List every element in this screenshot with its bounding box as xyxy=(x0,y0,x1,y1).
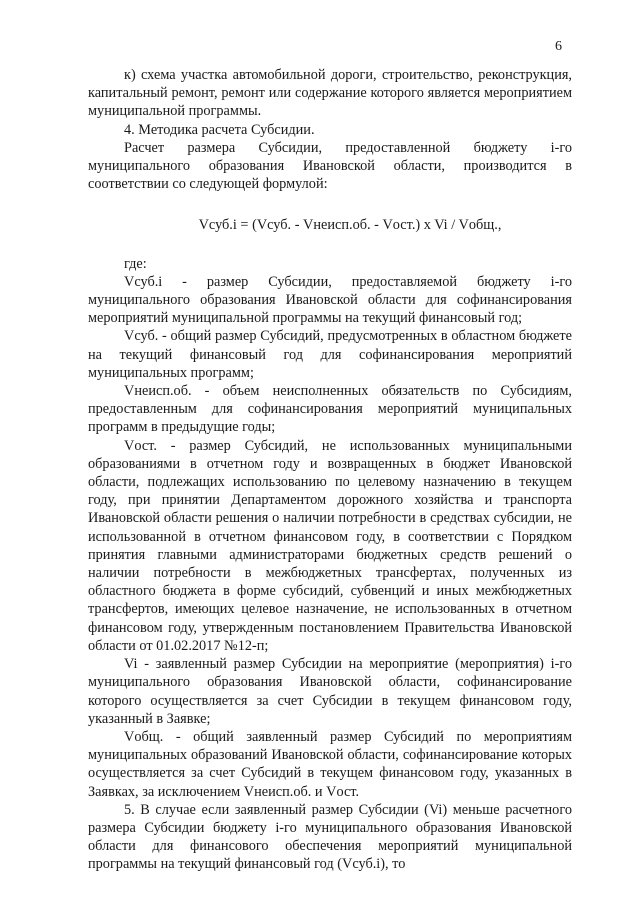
definition-vneisp: Vнеисп.об. - объем неисполненных обязательств по Субсидиям, предоставленным для софинансирования мероприятий муниципальных программ в предыдущие годы; xyxy=(88,383,572,436)
section-heading-methodology: 4. Методика расчета Субсидии. xyxy=(124,121,315,138)
definition-vsub: Vсуб. - общий размер Субсидий, предусмотренных в областном бюджете на текущий финансовый год для софинансирования мероприятий муниципальных программ; xyxy=(88,328,572,381)
definition-vost: Vост. - размер Субсидий, не использованных муниципальными образованиями в отчетном году и возвращенных в бюджет Ивановской области, подлежащих использованию по целевому назначению в текущем году, при принятии Департаментом дорожного хозяйства и транспорта Ивановской области решения о наличии потребности в средствах субсидии, не использованной в отчетном финансовом году, в соответствии с Порядком принятия главными администраторами бюджетных средств решений о наличии потребности в межбюджетных трансфертах, полученных из областного бюджета в форме субсидий, субвенций и иных межбюджетных трансфертов, имеющих целевое назначение, не использованных в отчетном финансовом году, утвержденным постановлением Правительства Ивановской области от 01.02.2017 №12-п; xyxy=(88,437,572,654)
paragraph-item-5: 5. В случае если заявленный размер Субсидии (Vi) меньше расчетного размера Субсидии бюджету i-го муниципального образования Ивановской области для финансового обеспечения мероприятий муниципальной программы на текущий финансовый год (Vсуб.i), то xyxy=(88,801,572,873)
paragraph-item-k: к) схема участка автомобильной дороги, строительство, реконструкция, капитальный ремонт, ремонт или содержание которого является мероприятием муниципальной программы. xyxy=(88,67,572,120)
where-label: где: xyxy=(124,255,147,272)
page-number: 6 xyxy=(555,39,562,54)
document-body xyxy=(88,66,572,874)
subsidy-formula: Vсуб.i = (Vсуб. - Vнеисп.об. - Vост.) x Vi / Vобщ., xyxy=(198,217,502,234)
definition-vi: Vi - заявленный размер Субсидии на мероприятие (мероприятия) i-го муниципального образования Ивановской области, софинансирование которого осуществляется за счет Субсидии в текущем финансовом году, указанный в Заявке; xyxy=(88,656,572,727)
definition-vsub-i: Vсуб.i - размер Субсидии, предоставляемой бюджету i-го муниципального образования Ивановской области для софинансирования мероприятий муниципальной программы на текущий финансовый год; xyxy=(88,273,572,327)
paragraph-calculation-intro: Расчет размера Субсидии, предоставленной бюджету i-го муниципального образования Ивановской области, производится в соответствии со следующей формулой: xyxy=(88,139,572,193)
definition-vobsch: Vобщ. - общий заявленный размер Субсидий по мероприятиям муниципальных образований Ивановской области, софинансирование которых осуществляется за счет Субсидий в текущем финансовом году, указанных в Заявках, за исключением Vнеисп.об. и Vост. xyxy=(88,728,572,800)
